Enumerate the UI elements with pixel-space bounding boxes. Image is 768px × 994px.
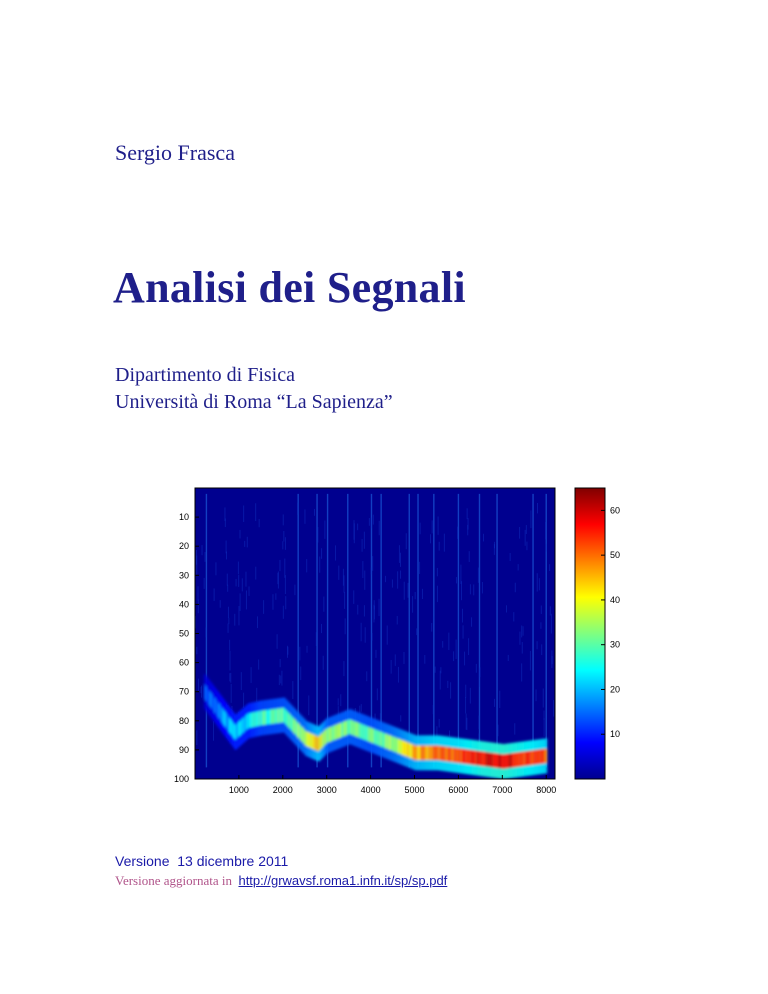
noise-mark [213, 721, 214, 741]
noise-mark [523, 626, 524, 635]
noise-mark [424, 655, 425, 664]
affiliation [115, 362, 393, 416]
y-tick-label: 70 [178, 686, 189, 697]
noise-mark [238, 575, 239, 587]
noise-mark [403, 652, 404, 664]
noise-mark [198, 600, 199, 614]
noise-mark [321, 548, 322, 559]
noise-mark [255, 503, 256, 521]
noise-mark [282, 541, 283, 549]
noise-mark [422, 589, 423, 599]
noise-mark [464, 652, 465, 666]
noise-mark [412, 596, 413, 613]
noise-mark [435, 667, 436, 673]
noise-mark [515, 583, 516, 592]
noise-mark [373, 515, 374, 525]
noise-mark [415, 592, 416, 599]
noise-mark [251, 667, 252, 683]
noise-mark [256, 688, 257, 702]
noise-mark [226, 552, 227, 560]
noise-mark [226, 541, 227, 554]
noise-mark [537, 641, 538, 649]
noise-mark [379, 599, 380, 616]
x-tick-label: 2000 [272, 785, 293, 795]
noise-mark [243, 506, 244, 522]
noise-mark [241, 672, 242, 690]
noise-mark [494, 544, 495, 555]
noise-mark [385, 576, 386, 582]
noise-mark [433, 705, 434, 714]
noise-mark [387, 625, 388, 644]
noise-mark [280, 676, 281, 684]
noise-mark [284, 559, 285, 578]
noise-mark [465, 697, 466, 713]
noise-mark [513, 612, 514, 621]
noise-mark [198, 679, 199, 691]
noise-mark [319, 557, 320, 573]
noise-mark [228, 607, 229, 618]
noise-mark [243, 693, 244, 708]
noise-mark [364, 571, 365, 590]
noise-mark [294, 585, 295, 595]
noise-mark [518, 564, 519, 570]
noise-mark [526, 525, 527, 534]
noise-mark [280, 659, 281, 667]
noise-mark [238, 562, 239, 575]
x-tick-label: 6000 [448, 785, 469, 795]
noise-mark [432, 520, 433, 533]
document-title: Analisi dei Segnali [113, 263, 466, 312]
noise-mark [539, 578, 540, 590]
noise-mark [283, 531, 284, 542]
noise-mark [317, 527, 318, 543]
noise-mark [196, 555, 197, 574]
noise-mark [375, 650, 376, 658]
noise-mark [279, 675, 280, 685]
noise-mark [371, 517, 372, 528]
noise-mark [321, 624, 322, 633]
noise-mark [400, 715, 401, 721]
noise-mark [449, 730, 450, 736]
noise-mark [526, 542, 527, 551]
noise-mark [338, 698, 339, 705]
noise-mark [550, 606, 551, 615]
noise-mark [297, 503, 298, 515]
noise-mark [263, 600, 264, 614]
noise-mark [285, 575, 286, 594]
spectrogram-figure [150, 478, 630, 803]
noise-mark [259, 519, 260, 527]
noise-mark [469, 551, 470, 562]
noise-mark [364, 532, 365, 549]
noise-mark [225, 518, 226, 527]
noise-mark [343, 661, 344, 676]
y-tick-label: 80 [178, 715, 189, 726]
noise-mark [468, 638, 469, 655]
noise-mark [457, 527, 458, 539]
noise-mark [476, 664, 477, 673]
y-tick-label: 20 [178, 541, 189, 552]
updated-url-link[interactable]: http://grwavsf.roma1.infn.it/sp/sp.pdf [238, 873, 448, 888]
noise-mark [553, 700, 554, 717]
noise-mark [366, 671, 367, 681]
noise-mark [285, 537, 286, 550]
noise-mark [279, 560, 280, 571]
noise-mark [460, 565, 461, 584]
noise-mark [314, 509, 315, 516]
noise-mark [323, 656, 324, 670]
noise-mark [214, 588, 215, 601]
colorbar [575, 488, 605, 779]
noise-mark [365, 627, 366, 642]
noise-mark [438, 516, 439, 534]
ridge-core [544, 749, 547, 764]
noise-mark [353, 520, 354, 540]
noise-mark [514, 723, 515, 734]
noise-mark [466, 714, 467, 730]
y-tick-label: 30 [178, 570, 189, 581]
noise-mark [540, 622, 541, 628]
x-tick-label: 7000 [492, 785, 513, 795]
noise-mark [482, 582, 483, 593]
noise-mark [545, 522, 546, 540]
noise-mark [277, 634, 278, 649]
noise-mark [307, 646, 308, 653]
noise-mark [478, 568, 479, 583]
updated-label: Versione aggiornata in [115, 873, 232, 888]
noise-mark [444, 534, 445, 552]
noise-mark [498, 725, 499, 737]
noise-mark [543, 688, 544, 707]
noise-mark [551, 614, 552, 634]
updated-version-line [115, 873, 447, 889]
noise-mark [369, 518, 370, 526]
noise-mark [215, 562, 216, 575]
noise-mark [344, 592, 345, 609]
noise-mark [494, 699, 495, 707]
noise-mark [362, 539, 363, 552]
x-tick-label: 1000 [228, 785, 249, 795]
noise-mark [353, 590, 354, 604]
noise-mark [530, 510, 531, 528]
noise-mark [287, 647, 288, 655]
noise-mark [324, 521, 325, 539]
noise-mark [398, 667, 399, 683]
noise-mark [519, 632, 520, 645]
noise-mark [272, 594, 273, 610]
noise-mark [456, 577, 457, 583]
author-name: Sergio Frasca [115, 140, 235, 165]
noise-mark [465, 685, 466, 698]
noise-mark [205, 628, 206, 638]
colorbar-tick-label: 50 [610, 550, 621, 561]
noise-mark [521, 663, 522, 681]
noise-mark [283, 514, 284, 525]
noise-mark [377, 688, 378, 700]
noise-mark [299, 647, 300, 661]
y-tick-label: 40 [178, 599, 189, 610]
noise-mark [471, 617, 472, 626]
noise-mark [483, 534, 484, 542]
noise-mark [437, 568, 438, 576]
x-tick-label: 3000 [316, 785, 337, 795]
noise-mark [416, 628, 417, 635]
y-tick-label: 60 [178, 657, 189, 668]
noise-mark [340, 694, 341, 706]
noise-mark [448, 633, 449, 650]
noise-mark [198, 586, 199, 600]
noise-mark [453, 651, 454, 661]
noise-mark [236, 579, 237, 586]
noise-mark [400, 553, 401, 567]
noise-mark [379, 521, 380, 535]
noise-mark [231, 684, 232, 703]
noise-mark [281, 671, 282, 686]
noise-mark [257, 616, 258, 628]
noise-mark [537, 503, 538, 513]
noise-mark [397, 571, 398, 588]
noise-mark [374, 606, 375, 620]
noise-mark [430, 534, 431, 543]
colorbar-tick-label: 10 [610, 729, 621, 740]
noise-mark [344, 575, 345, 592]
noise-mark [230, 673, 231, 683]
noise-mark [519, 527, 520, 539]
noise-mark [400, 571, 401, 579]
noise-mark [552, 656, 553, 664]
noise-mark [316, 632, 317, 646]
noise-mark [544, 718, 545, 736]
noise-mark [304, 509, 305, 523]
noise-mark [204, 578, 205, 589]
noise-mark [228, 618, 229, 624]
noise-mark [510, 553, 511, 561]
noise-mark [397, 616, 398, 624]
noise-mark [357, 524, 358, 531]
noise-mark [258, 659, 259, 669]
noise-mark [395, 654, 396, 665]
noise-mark [437, 586, 438, 602]
noise-mark [196, 730, 197, 745]
noise-mark [220, 600, 221, 608]
noise-mark [406, 533, 407, 549]
noise-mark [479, 669, 480, 687]
colorbar-tick-label: 20 [610, 684, 621, 695]
noise-mark [335, 545, 336, 560]
noise-mark [275, 593, 276, 599]
noise-mark [546, 544, 547, 552]
noise-mark [230, 651, 231, 671]
noise-mark [541, 605, 542, 613]
noise-mark [522, 642, 523, 654]
noise-mark [255, 567, 256, 580]
noise-mark [525, 530, 526, 546]
y-tick-label: 90 [178, 744, 189, 755]
x-tick-label: 4000 [360, 785, 381, 795]
noise-mark [300, 667, 301, 681]
noise-mark [433, 617, 434, 624]
noise-mark [530, 651, 531, 671]
noise-mark [420, 523, 421, 535]
noise-mark [440, 671, 441, 690]
noise-mark [456, 640, 457, 660]
noise-mark [470, 688, 471, 704]
noise-mark [521, 626, 522, 638]
noise-mark [371, 568, 372, 575]
noise-mark [240, 530, 241, 539]
version-label: Versione [115, 853, 170, 869]
noise-mark [463, 625, 464, 638]
noise-mark [283, 606, 284, 619]
noise-mark [285, 596, 286, 609]
noise-mark [227, 574, 228, 586]
noise-mark [292, 681, 293, 699]
noise-mark [461, 581, 462, 600]
colorbar-tick-label: 40 [610, 594, 621, 605]
y-tick-label: 10 [178, 512, 189, 523]
noise-mark [404, 582, 405, 600]
noise-mark [439, 542, 440, 551]
noise-mark [499, 691, 500, 708]
spectrogram-chart [150, 478, 630, 798]
version-date: 13 dicembre 2011 [177, 853, 289, 869]
university: Università di Roma “La Sapienza” [115, 391, 393, 413]
noise-mark [508, 655, 509, 661]
noise-mark [462, 609, 463, 623]
noise-mark [242, 578, 243, 591]
noise-mark [391, 660, 392, 674]
noise-mark [338, 566, 339, 580]
noise-mark [549, 564, 550, 571]
noise-mark [244, 541, 245, 547]
version-line [115, 853, 288, 869]
noise-mark [372, 556, 373, 571]
noise-mark [447, 681, 448, 688]
noise-mark [323, 597, 324, 612]
noise-mark [277, 573, 278, 584]
noise-mark [364, 605, 365, 616]
noise-mark [442, 641, 443, 648]
noise-mark [419, 562, 420, 574]
noise-mark [506, 605, 507, 612]
y-tick-label: 50 [178, 628, 189, 639]
noise-mark [470, 584, 471, 594]
x-tick-label: 8000 [536, 785, 557, 795]
noise-mark [229, 673, 230, 681]
noise-mark [478, 733, 479, 741]
noise-mark [200, 687, 201, 693]
noise-mark [537, 573, 538, 591]
noise-mark [308, 695, 309, 715]
noise-mark [247, 537, 248, 548]
noise-mark [536, 689, 537, 701]
noise-mark [229, 640, 230, 651]
noise-mark [399, 545, 400, 563]
noise-mark [361, 623, 362, 641]
noise-mark [467, 508, 468, 519]
noise-mark [467, 525, 468, 535]
noise-mark [478, 716, 479, 730]
noise-mark [249, 586, 250, 596]
noise-mark [392, 579, 393, 587]
noise-mark [228, 624, 229, 633]
noise-mark [238, 606, 239, 625]
noise-mark [372, 633, 373, 641]
noise-mark [196, 647, 197, 654]
colorbar-tick-label: 60 [610, 505, 621, 516]
noise-mark [431, 623, 432, 632]
noise-mark [361, 704, 362, 711]
department: Dipartimento di Fisica [115, 364, 295, 386]
noise-mark [205, 552, 206, 562]
noise-mark [407, 583, 408, 598]
noise-mark [362, 561, 363, 578]
noise-mark [245, 572, 246, 587]
y-tick-label: 100 [173, 774, 189, 784]
noise-mark [544, 711, 545, 720]
x-tick-label: 5000 [404, 785, 425, 795]
noise-mark [202, 545, 203, 555]
noise-mark [450, 682, 451, 698]
noise-mark [240, 593, 241, 611]
noise-mark [345, 618, 346, 634]
colorbar-tick-label: 30 [610, 639, 621, 650]
noise-mark [439, 719, 440, 728]
noise-mark [541, 644, 542, 655]
noise-mark [357, 605, 358, 615]
noise-mark [473, 584, 474, 595]
noise-mark [234, 614, 235, 626]
noise-mark [227, 585, 228, 592]
noise-mark [246, 590, 247, 609]
noise-mark [306, 559, 307, 572]
